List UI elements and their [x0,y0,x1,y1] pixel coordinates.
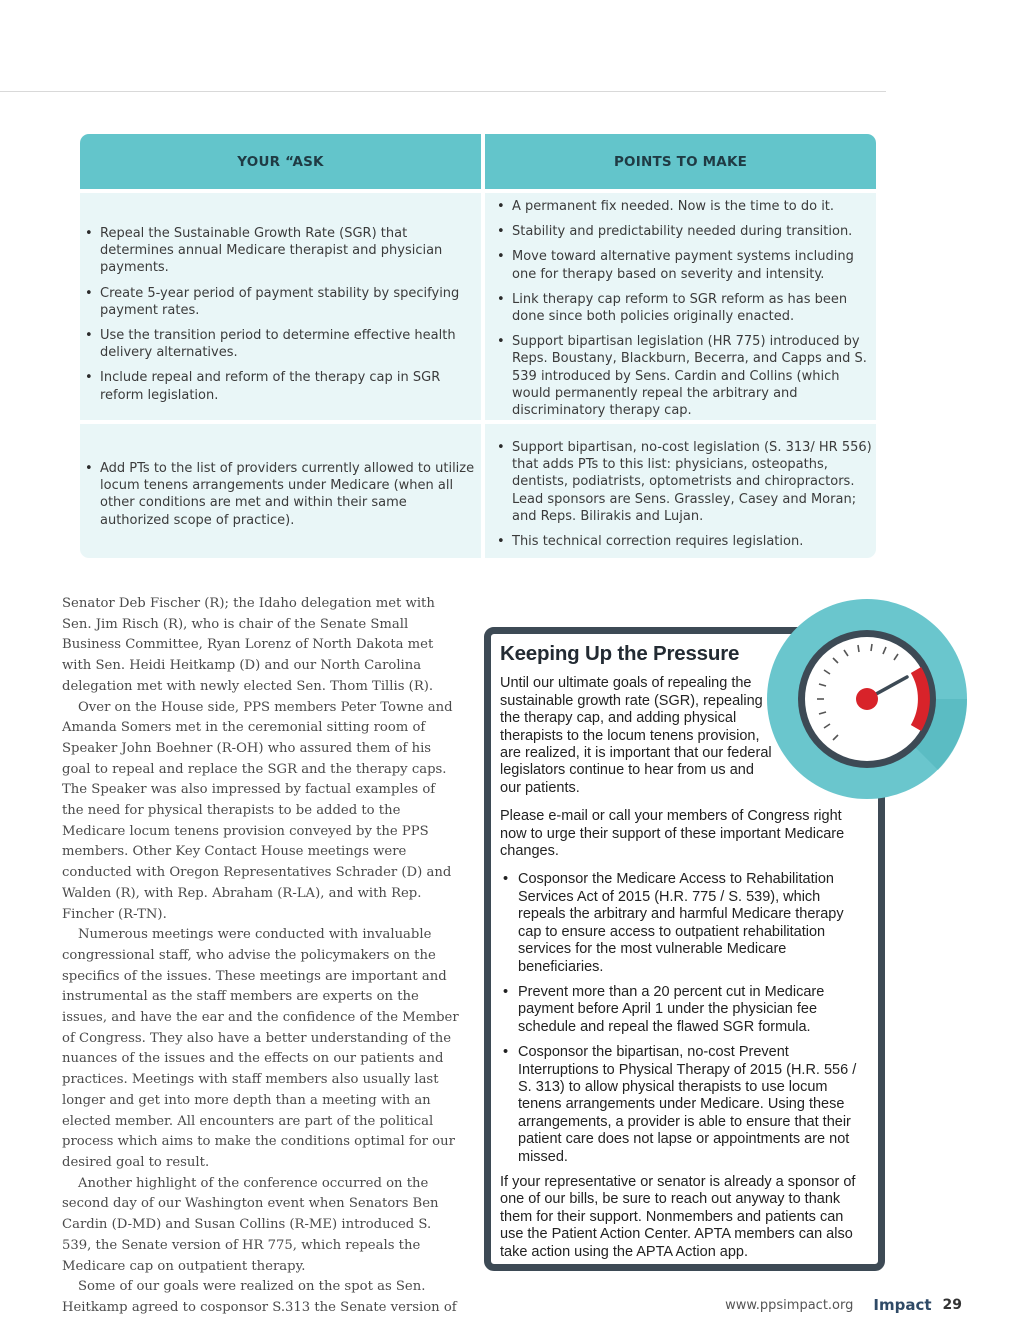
article-paragraph: Senator Deb Fischer (R); the Idaho delegation met with Sen. Jim Risch (R), who is chair of the Senate Small Business Committee, Ryan Lorenz of North Dakota met with Sen. Heidi Heitkamp (D) and our North Carolina delegation met with newly elected Sen. Thom Tillis (R). [62,596,435,694]
list-item: • Support bipartisan, no-cost legislation (S. 313/ HR 556) that adds PTs to this list: physicians, osteopaths, dentists, podiatrists, optometrists and chiropractors. Lead sponsors are Sens. Grassley, Casey and Moran; and Reps. Bilirakis and Lujan. [512,439,872,525]
sidebar-call-to-action: Please e-mail or call your members of Congress right now to urge their support of these important Medicare changes. [500,808,845,860]
footer-url[interactable]: www.ppsimpact.org [725,1297,854,1313]
article-paragraph: Some of our goals were realized on the spot as Sen. Heitkamp agreed to cosponsor S.313 the Senate version of [62,1279,457,1315]
list-item: • Repeal the Sustainable Growth Rate (SGR) that determines annual Medicare therapist and physician payments. [100,225,475,277]
sidebar-title: Keeping Up the Pressure [500,642,740,665]
sidebar-intro: Until our ultimate goals of repealing the sustainable growth rate (SGR), repealing the therapy cap, and adding physical therapists to the locum tenens provision, are realized, it is important that our federal legislators continue to hear from us and our patients. [500,675,772,796]
page-number: 29 [942,1297,962,1313]
table-cell-points-2 [485,424,876,558]
sidebar-bullet: • Cosponsor the bipartisan, no-cost Prevent Interruptions to Physical Therapy of 2015 (H.R. 556 / S. 313) to allow physical therapists to use locum tenens arrangements under Medicare. Using these arrangements, a provider is able to ensure that their patient care does not lapse or appointments are not missed. [518,1044,870,1166]
article-paragraph: Over on the House side, PPS members Peter Towne and Amanda Somers met in the ceremonial sitting room of Speaker John Boehner (R-OH) who assured them of his goal to repeal and replace the SGR and the therapy caps. The Speaker was also impressed by factual examples of the need for physical therapists to be added to the Medicare locum tenens provision conveyed by the PPS members. Other Key Contact House meetings were conducted with Oregon Representatives Schrader (D) and Walden (R), with Rep. Abraham (R-LA), and with Rep. Fincher (R-TN). [62,699,453,922]
list-item: • Create 5-year period of payment stability by specifying payment rates. [100,285,475,319]
list-item: • Use the transition period to determine effective health delivery alternatives. [100,327,475,361]
table-cell-ask-2 [80,424,481,558]
top-divider [0,91,886,92]
list-item: • Stability and predictability needed during transition. [512,223,872,240]
list-item: • Include repeal and reform of the therapy cap in SGR reform legislation. [100,369,475,403]
article-paragraph: Numerous meetings were conducted with invaluable congressional staff, who advise the policymakers on the specifics of the issues. These meetings are important and instrumental as the staff members are experts on the issues, and have the ear and the confidence of the Member of Congress. They also have a better understanding of the nuances of the issues and the effects on our patients and practices. Meetings with staff members also usually last longer and get into more depth than a meeting with an elected member. All encounters are part of the political process which aims to make the conditions optimal for our desired goal to result. [62,927,459,1170]
table-cell-points-1 [485,193,876,420]
list-item: • Add PTs to the list of providers currently allowed to utilize locum tenens arrangements under Medicare (when all other conditions are met and within their same authorized scope of practice). [100,460,475,529]
sidebar-bullet: • Prevent more than a 20 percent cut in Medicare payment before April 1 under the physician fee schedule and repeal the flawed SGR formula. [518,984,870,1036]
list-item: • Support bipartisan legislation (HR 775) introduced by Reps. Boustany, Blackburn, Becerra, and Capps and S. 539 introduced by Sens. Cardin and Collins (which would permanently repeal the arbitrary and discriminatory therapy cap. [512,333,872,419]
sidebar-closing: If your representative or senator is already a sponsor of one of our bills, be sure to reach out anyway to thank them for their support. Nonmembers and patients can use the Patient Action Center. APTA members can also take action using the APTA Action app. [500,1173,856,1260]
ask-points-table [80,134,876,558]
article-paragraph: Another highlight of the conference occurred on the second day of our Washington event when Senators Ben Cardin (D-MD) and Susan Collins (R-ME) introduced S. 539, the Senate version of HR 775, which repeals the Medicare cap on outpatient therapy. [62,1175,439,1274]
list-item: • This technical correction requires legislation. [512,533,872,550]
table-cell-ask-1 [80,193,481,420]
page-footer [600,1295,962,1315]
list-item: • Move toward alternative payment systems including one for therapy based on severity and intensity. [512,248,872,282]
list-item: • A permanent fix needed. Now is the time to do it. [512,198,872,215]
pressure-gauge-icon [766,598,968,800]
table-header-ask: YOUR “ASK [80,134,481,189]
sidebar-bullet: • Cosponsor the Medicare Access to Rehabilitation Services Act of 2015 (H.R. 775 / S. 539), which repeals the arbitrary and harmful Medicare therapy cap to ensure access to outpatient rehabilitation services for the most vulnerable Medicare beneficiaries. [518,871,870,975]
magazine-name: Impact [873,1296,932,1314]
list-item: • Link therapy cap reform to SGR reform as has been done since both policies originally enacted. [512,291,872,325]
table-header-points: POINTS TO MAKE [485,134,876,189]
article-body [62,594,460,1319]
